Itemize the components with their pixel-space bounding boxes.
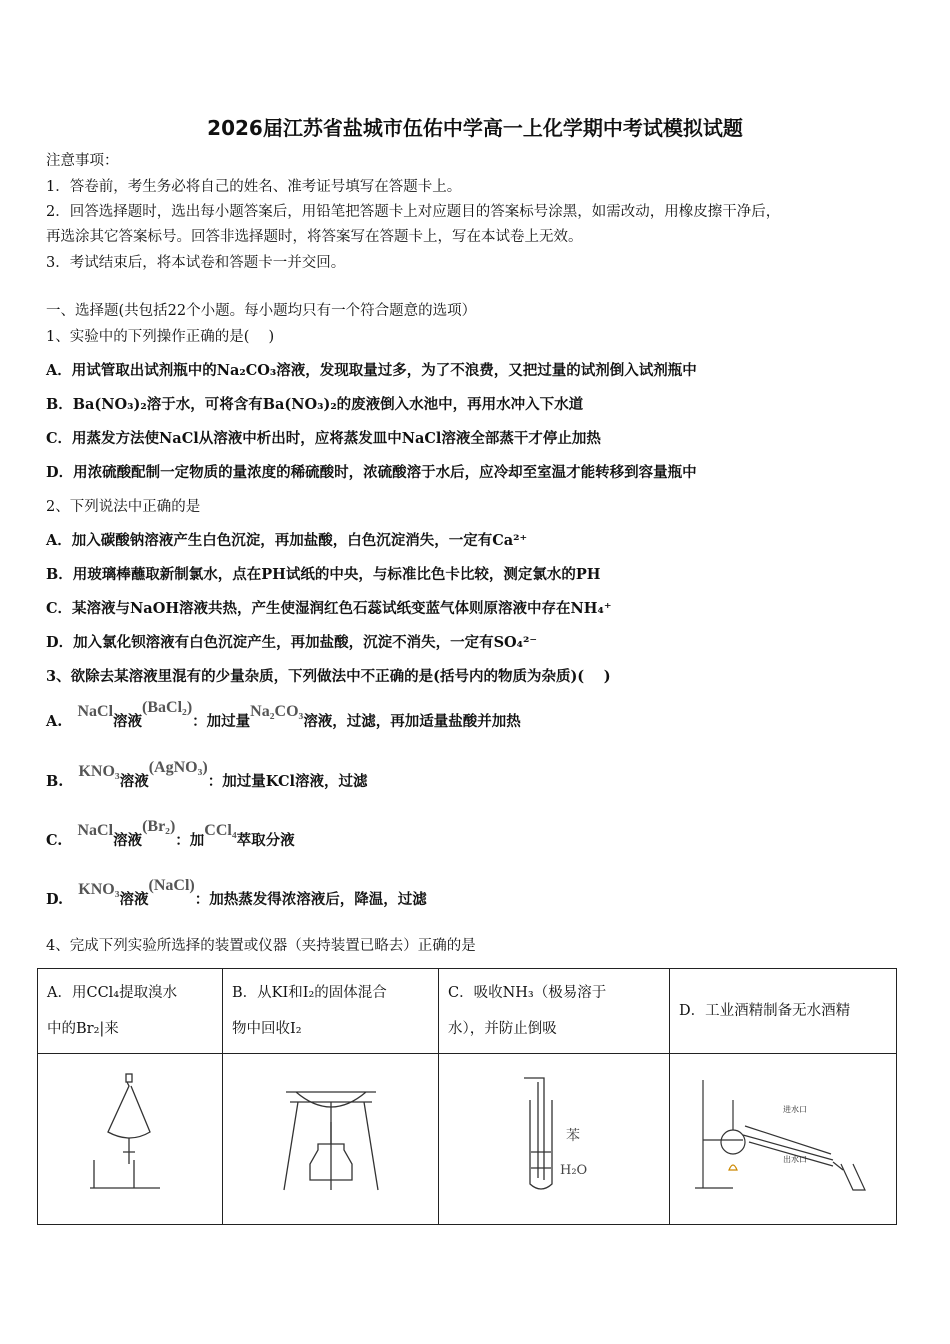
cell-a: A．用CCl₄提取溴水 中的Br₂|来 bbox=[38, 969, 223, 1054]
q3-option-d: D. KNO₃溶液(NaCl)：加热蒸发得浓溶液后，降温，过滤 bbox=[46, 877, 427, 908]
q4-table bbox=[37, 968, 897, 1225]
q1-option-a: A．用试管取出试剂瓶中的Na₂CO₃溶液，发现取量过多，为了不浪费，又把过量的试剂倒入试剂瓶中 bbox=[46, 362, 697, 379]
notice-item: 再选涂其它答案标号。回答非选择题时，将答案写在答题卡上，写在本试卷上无效。 bbox=[46, 229, 583, 245]
q1-stem: 1、实验中的下列操作正确的是( ) bbox=[46, 329, 275, 345]
q3-stem: 3、欲除去某溶液里混有的少量杂质，下列做法中不正确的是(括号内的物质为杂质)( ) bbox=[46, 668, 611, 685]
cell-d: D．工业酒精制备无水酒精 bbox=[670, 969, 897, 1054]
separatory-funnel-image bbox=[38, 1054, 223, 1225]
page-title: 2026届江苏省盐城市伍佑中学高一上化学期中考试模拟试题 bbox=[207, 116, 743, 140]
notice-item: 2．回答选择题时，选出每小题答案后，用铅笔把答题卡上对应题目的答案标号涂黑，如需改动，用橡皮擦干净后， bbox=[46, 204, 781, 220]
q3-option-a: A. NaCl溶液(BaCl₂)：加过量Na₂CO₃溶液，过滤，再加适量盐酸并加热 bbox=[46, 699, 521, 730]
ammonia-absorption-image bbox=[439, 1054, 670, 1225]
q1-option-b: B．Ba(NO₃)₂溶于水，可将含有Ba(NO₃)₂的废液倒入水池中，再用水冲入下水道 bbox=[46, 396, 584, 413]
notice-item: 3．考试结束后，将本试卷和答题卡一并交回。 bbox=[46, 255, 346, 271]
cell-b: B．从KI和I₂的固体混合 物中回收I₂ bbox=[223, 969, 439, 1054]
evaporation-image bbox=[223, 1054, 439, 1225]
notice-item: 1．答卷前，考生务必将自己的姓名、准考证号填写在答题卡上。 bbox=[46, 179, 462, 195]
inlet-label: 进水口 bbox=[783, 1105, 807, 1114]
water-label: H₂O bbox=[560, 1163, 588, 1178]
benzene-label: 苯 bbox=[566, 1128, 580, 1144]
q1-option-c: C．用蒸发方法使NaCl从溶液中析出时，应将蒸发皿中NaCl溶液全部蒸干才停止加热 bbox=[46, 430, 601, 447]
q1-option-d: D．用浓硫酸配制一定物质的量浓度的稀硫酸时，浓硫酸溶于水后，应冷却至室温才能转移到容量瓶中 bbox=[46, 464, 697, 481]
q2-option-c: C．某溶液与NaOH溶液共热，产生使湿润红色石蕊试纸变蓝气体则原溶液中存在NH₄⁺ bbox=[46, 600, 612, 617]
q2-option-d: D．加入氯化钡溶液有白色沉淀产生，再加盐酸，沉淀不消失，一定有SO₄²⁻ bbox=[46, 634, 538, 651]
q2-stem: 2、下列说法中正确的是 bbox=[46, 499, 201, 515]
section-heading: 一、选择题(共包括22个小题。每小题均只有一个符合题意的选项） bbox=[46, 303, 477, 319]
cell-c: C．吸收NH₃（极易溶于 水），并防止倒吸 bbox=[439, 969, 670, 1054]
q3-option-b: B. KNO₃溶液(AgNO₃)：加过量KCl溶液，过滤 bbox=[46, 759, 368, 790]
notice-heading: 注意事项： bbox=[46, 153, 119, 169]
q4-stem: 4、完成下列实验所选择的装置或仪器（夹持装置已略去）正确的是 bbox=[46, 938, 476, 954]
q3-option-c: C. NaCl溶液(Br₂)：加CCl₄萃取分液 bbox=[46, 818, 295, 849]
q2-option-b: B．用玻璃棒蘸取新制氯水，点在PH试纸的中央，与标准比色卡比较，测定氯水的PH bbox=[46, 566, 601, 583]
outlet-label: 出水口 bbox=[783, 1155, 807, 1164]
q2-option-a: A．加入碳酸钠溶液产生白色沉淀，再加盐酸，白色沉淀消失，一定有Ca²⁺ bbox=[46, 532, 528, 549]
distillation-image bbox=[670, 1054, 897, 1225]
